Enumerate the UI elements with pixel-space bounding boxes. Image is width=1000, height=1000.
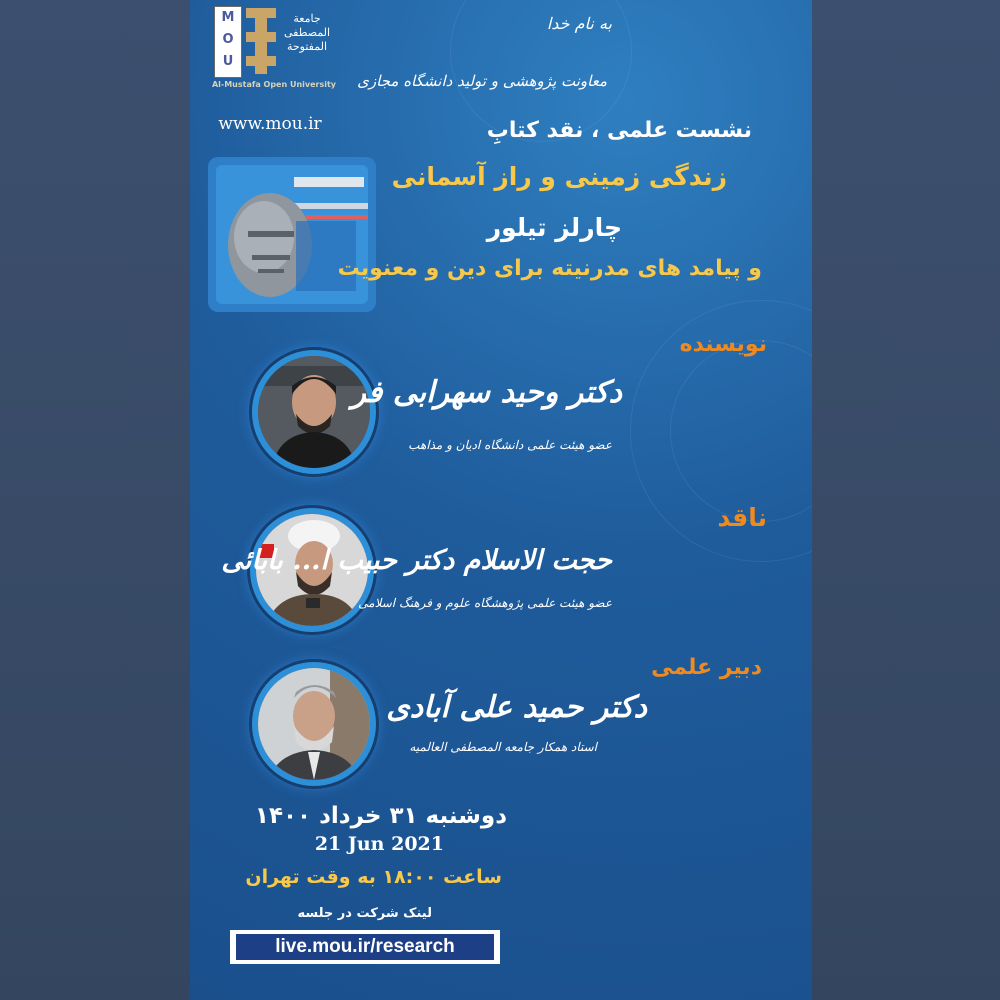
person-icon [258,668,370,780]
person-icon [258,356,370,468]
role-critic: ناقد [717,503,767,532]
logo-emblem-icon [242,6,280,76]
department-name: معاونت پژوهشی و تولید دانشگاه مجازی [357,72,607,90]
session-time: ساعت ۱۸:۰۰ به وقت تهران [245,866,502,888]
link-label: لینک شرکت در جلسه [297,906,432,921]
role-moderator: دبیر علمی [651,655,762,680]
speaker-affiliation-critic: عضو هیئت علمی پژوهشگاه علوم و فرهنگ اسلامی [358,596,612,610]
left-margin [0,0,190,1000]
speaker-name-moderator: دکتر حمید علی آبادی [386,690,647,725]
right-margin [812,0,1000,1000]
logo-arabic-name: جامعة المصطفى المفتوحة [283,12,331,53]
book-title-line1: زندگی زمینی و راز آسمانی [391,162,727,191]
speaker-name-critic: حجت الاسلام دکتر حبیب ا... بابائی [221,545,612,576]
date-persian: دوشنبه ۳۱ خرداد ۱۴۰۰ [254,803,507,829]
logo-letters: M O U [214,6,242,78]
avatar-author [252,350,376,474]
speaker-affiliation-moderator: استاد همکار جامعه المصطفی العالمیه [409,740,597,754]
logo-english-name: Al-Mustafa Open University [211,80,337,89]
date-gregorian: 21 Jun 2021 [314,833,444,855]
session-link-box[interactable] [230,930,500,964]
session-link[interactable]: live.mou.ir/research [236,934,494,960]
book-title-line2: و پیامد های مدرنیته برای دین و معنویت [337,256,762,281]
speaker-name-author: دکتر وحید سهرابی فر [351,375,622,410]
book-cover-art [208,157,376,312]
avatar-moderator [252,662,376,786]
book-author: چارلز تیلور [486,213,622,242]
speaker-affiliation-author: عضو هیئت علمی دانشگاه ادیان و مذاهب [408,438,612,452]
event-type: نشست علمی ، نقد کتابِ [486,118,752,143]
event-poster [190,0,812,1000]
website-link[interactable]: www.mou.ir [218,114,322,134]
bismillah: به نام خدا [546,14,612,33]
role-author: نویسنده [679,332,767,357]
